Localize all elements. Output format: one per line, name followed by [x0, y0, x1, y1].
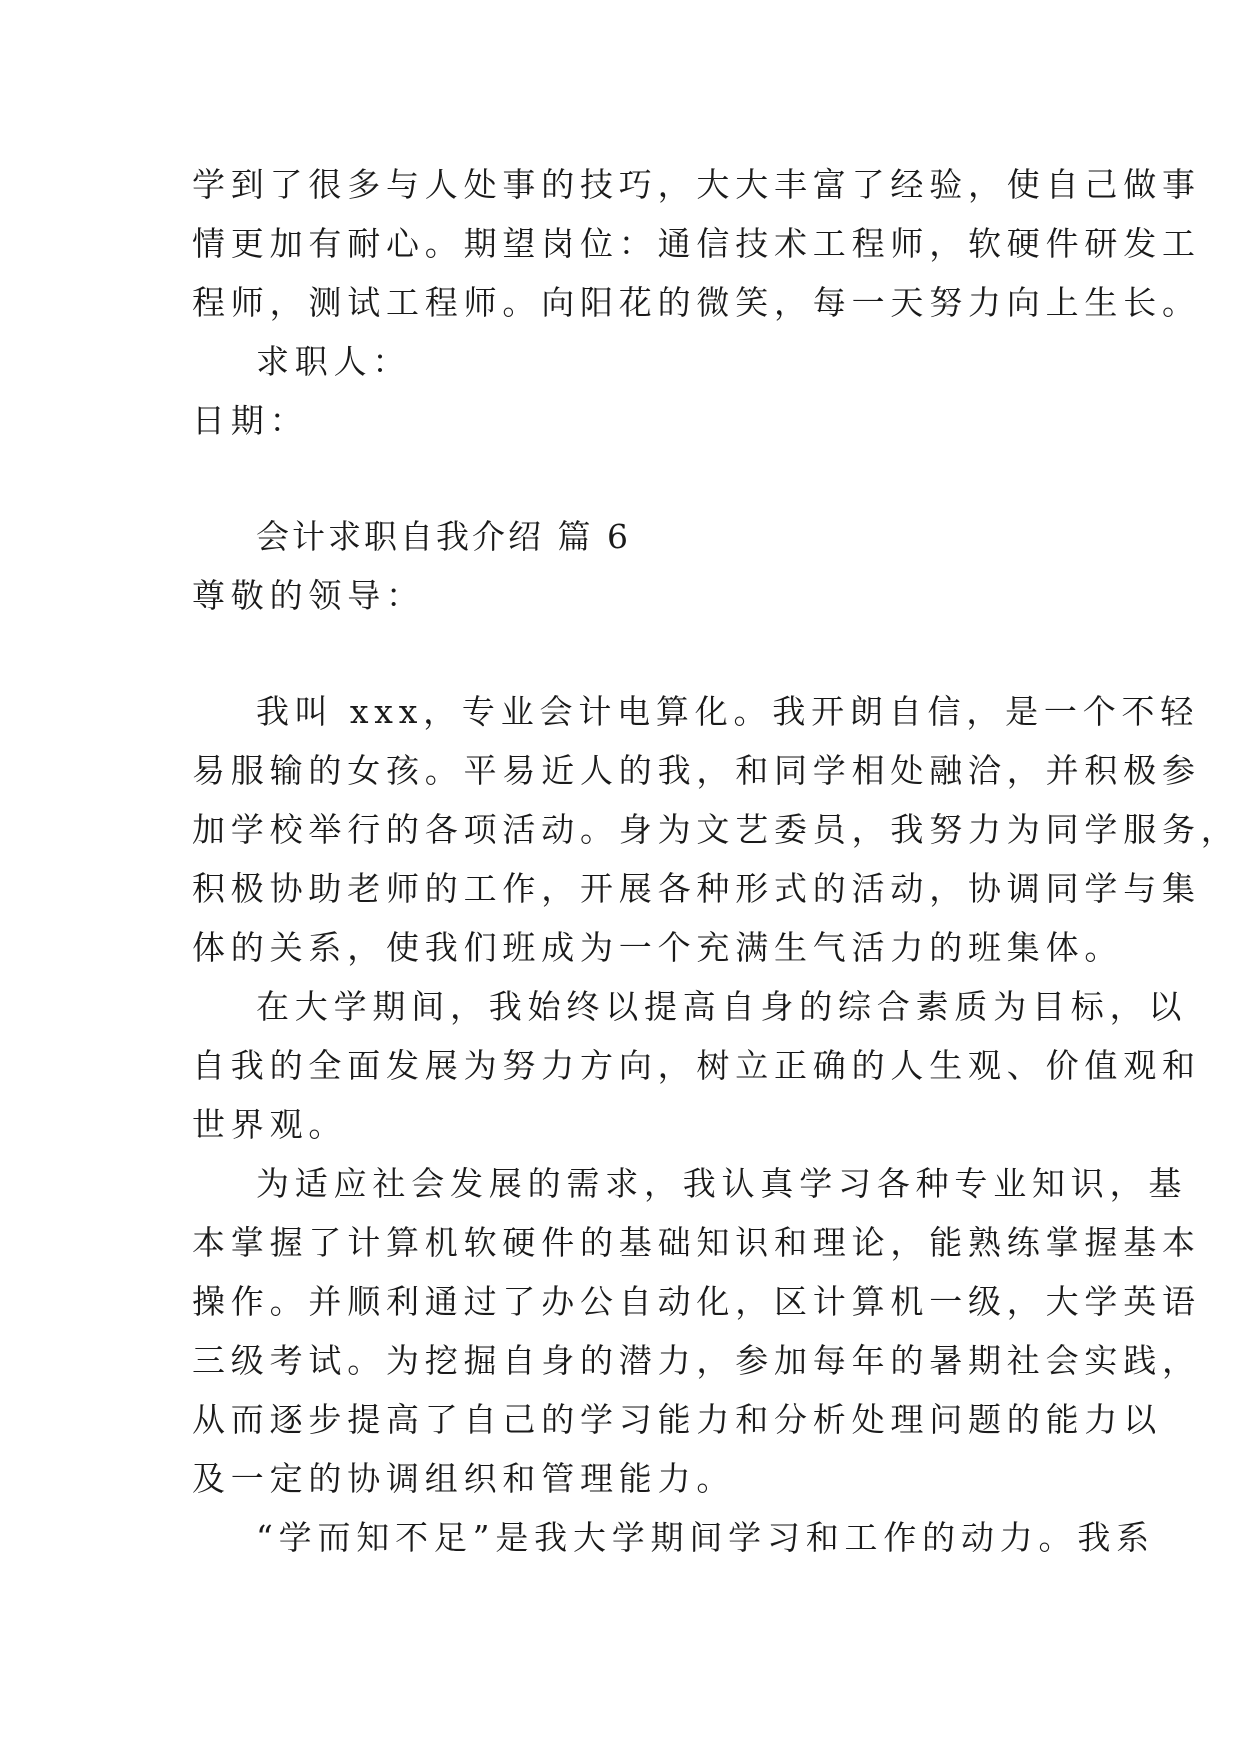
- para3-line-4: 三级考试。为挖掘自身的潜力，参加每年的暑期社会实践，: [192, 1341, 1201, 1380]
- section-title: 会计求职自我介绍 篇 6: [256, 517, 631, 556]
- para1-line-1: 我叫 xxx，专业会计电算化。我开朗自信，是一个不轻: [256, 692, 1200, 731]
- para1-line-5: 体的关系，使我们班成为一个充满生气活力的班集体。: [192, 928, 1124, 967]
- salutation: 尊敬的领导：: [192, 576, 425, 615]
- para4-line-1: “学而知不足”是我大学期间学习和工作的动力。我系: [256, 1518, 1155, 1557]
- para3-line-3: 操作。并顺利通过了办公自动化，区计算机一级，大学英语: [192, 1282, 1201, 1321]
- para2-line-1: 在大学期间，我始终以提高自身的综合素质为目标，以: [256, 987, 1188, 1026]
- para2-line-2: 自我的全面发展为努力方向，树立正确的人生观、价值观和: [192, 1046, 1201, 1085]
- para3-line-6: 及一定的协调组织和管理能力。: [192, 1459, 736, 1498]
- continuation-line-2: 情更加有耐心。期望岗位：通信技术工程师，软硬件研发工: [192, 224, 1201, 263]
- para1-line-4: 积极协助老师的工作，开展各种形式的活动，协调同学与集: [192, 869, 1201, 908]
- applicant-label: 求职人：: [256, 342, 412, 381]
- date-label: 日期：: [192, 401, 309, 440]
- para3-line-5: 从而逐步提高了自己的学习能力和分析处理问题的能力以: [192, 1400, 1162, 1439]
- para3-line-2: 本掌握了计算机软硬件的基础知识和理论，能熟练掌握基本: [192, 1223, 1201, 1262]
- para1-line-2: 易服输的女孩。平易近人的我，和同学相处融洽，并积极参: [192, 751, 1201, 790]
- para1-line-3: 加学校举行的各项活动。身为文艺委员，我努力为同学服务，: [192, 810, 1240, 849]
- continuation-line-1: 学到了很多与人处事的技巧，大大丰富了经验，使自己做事: [192, 165, 1201, 204]
- continuation-line-3: 程师，测试工程师。向阳花的微笑，每一天努力向上生长。: [192, 283, 1201, 322]
- para3-line-1: 为适应社会发展的需求，我认真学习各种专业知识，基: [256, 1164, 1188, 1203]
- para2-line-3: 世界观。: [192, 1105, 348, 1144]
